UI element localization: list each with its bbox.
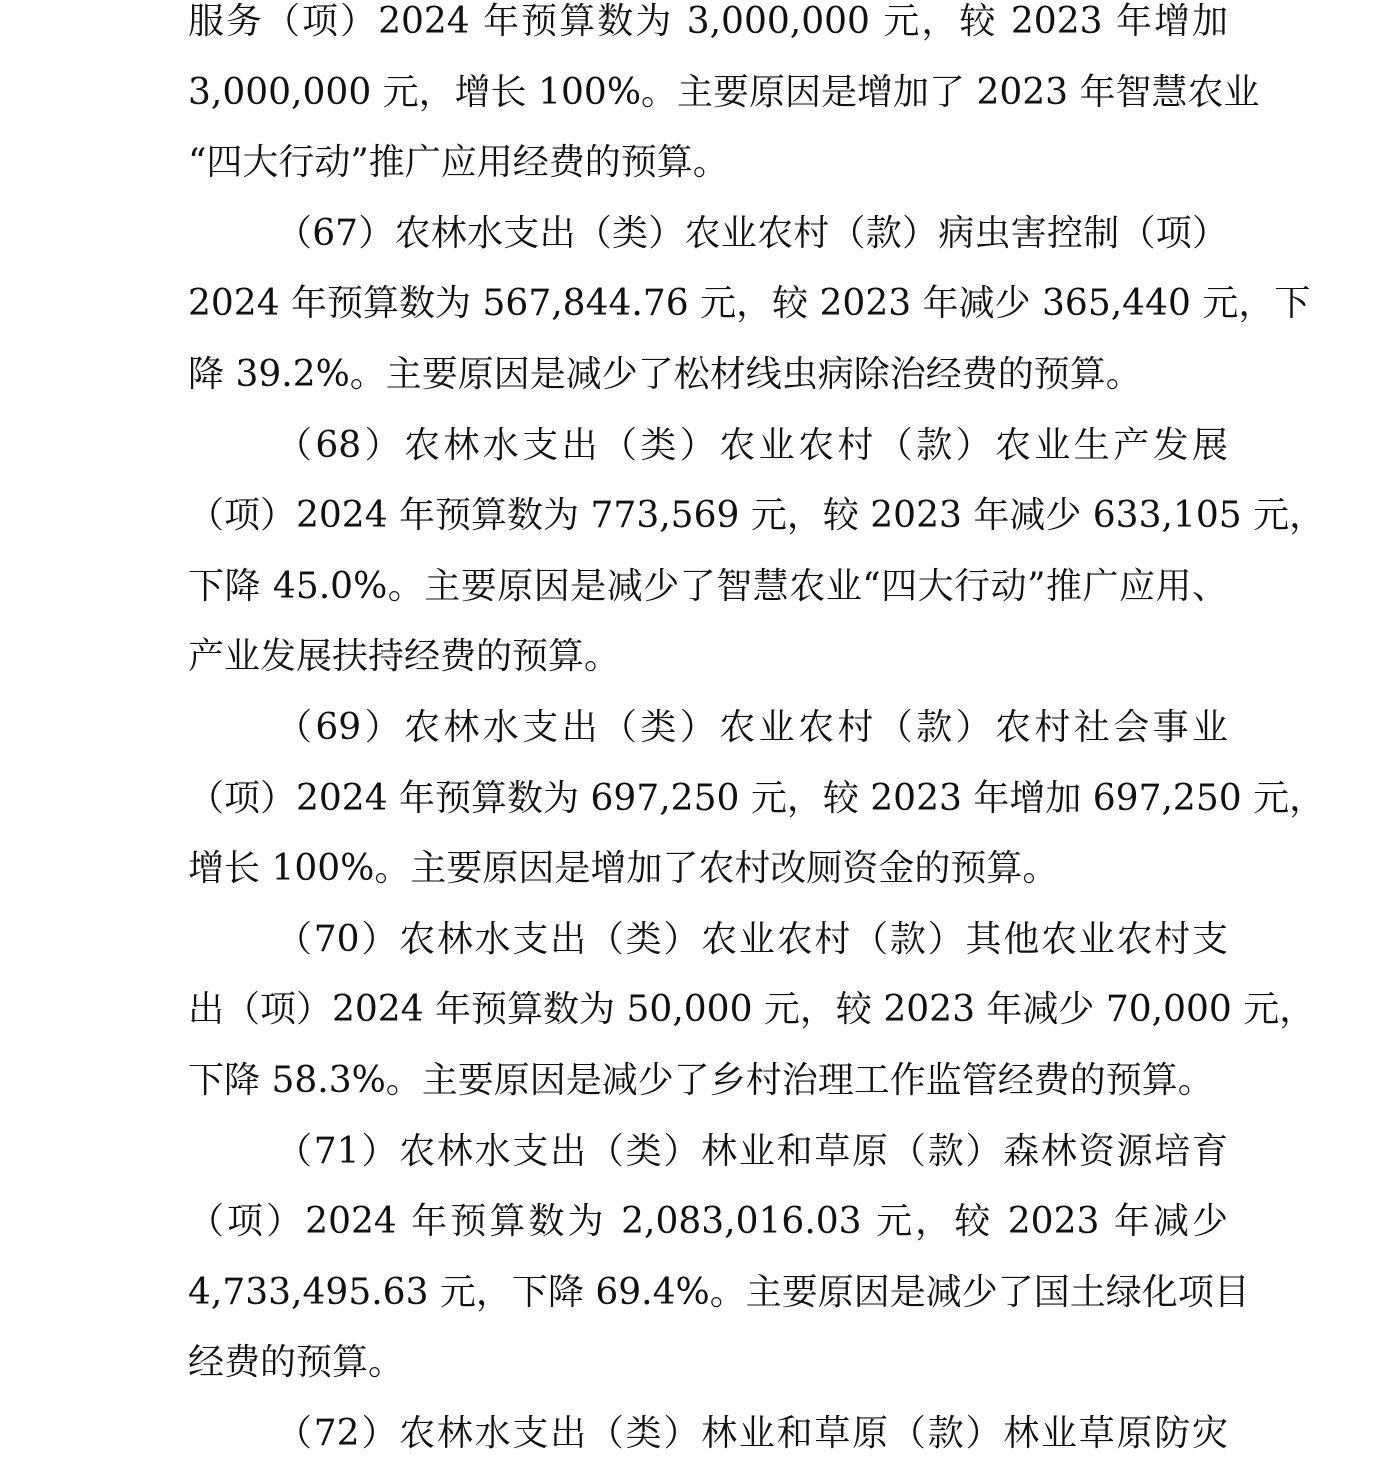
text-line: 经费的预算。 [188,1342,405,1384]
paragraph-heading-line: （70）农林水支出（类）农业农村（款）其他农业农村支 [276,918,1228,960]
text-line: （项）2024 年预算数为 773,569 元，较 2023 年减少 633,105 元， [188,495,1326,537]
text-line: “四大行动”推广应用经费的预算。 [188,142,729,184]
text-line: 出（项）2024 年预算数为 50,000 元，较 2023 年减少 70,000 元， [188,989,1316,1031]
paragraph-heading-line: （67）农林水支出（类）农业农村（款）病虫害控制（项） [276,212,1228,254]
text-line: 3,000,000 元，增长 100%。主要原因是增加了 2023 年智慧农业 [188,71,1260,113]
text-line: （项）2024 年预算数为 697,250 元，较 2023 年增加 697,250 元， [188,777,1326,819]
paragraph-heading-line: （72）农林水支出（类）林业和草原（款）林业草原防灾 [276,1412,1228,1454]
text-line: 增长 100%。主要原因是增加了农村改厕资金的预算。 [188,848,1059,890]
text-line: 降 39.2%。主要原因是减少了松材线虫病除治经费的预算。 [188,353,1142,395]
text-line: 2024 年预算数为 567,844.76 元，较 2023 年减少 365,440 元，下 [188,283,1311,325]
paragraph-heading-line: （69）农林水支出（类）农业农村（款）农村社会事业 [276,706,1228,748]
text-line: 4,733,495.63 元，下降 69.4%。主要原因是减少了国土绿化项目 [188,1271,1250,1313]
text-line: 服务（项）2024 年预算数为 3,000,000 元，较 2023 年增加 [188,1,1228,42]
paragraph-heading-line: （68）农林水支出（类）农业农村（款）农业生产发展 [276,424,1228,466]
text-line: 下降 45.0%。主要原因是减少了智慧农业“四大行动”推广应用、 [188,565,1228,607]
text-line: 产业发展扶持经费的预算。 [188,636,621,678]
document-page [188,0,1326,1469]
text-line: （项）2024 年预算数为 2,083,016.03 元，较 2023 年减少 [188,1201,1228,1243]
paragraph-heading-line: （71）农林水支出（类）林业和草原（款）森林资源培育 [276,1130,1228,1172]
text-line: 下降 58.3%。主要原因是减少了乡村治理工作监管经费的预算。 [188,1059,1214,1101]
